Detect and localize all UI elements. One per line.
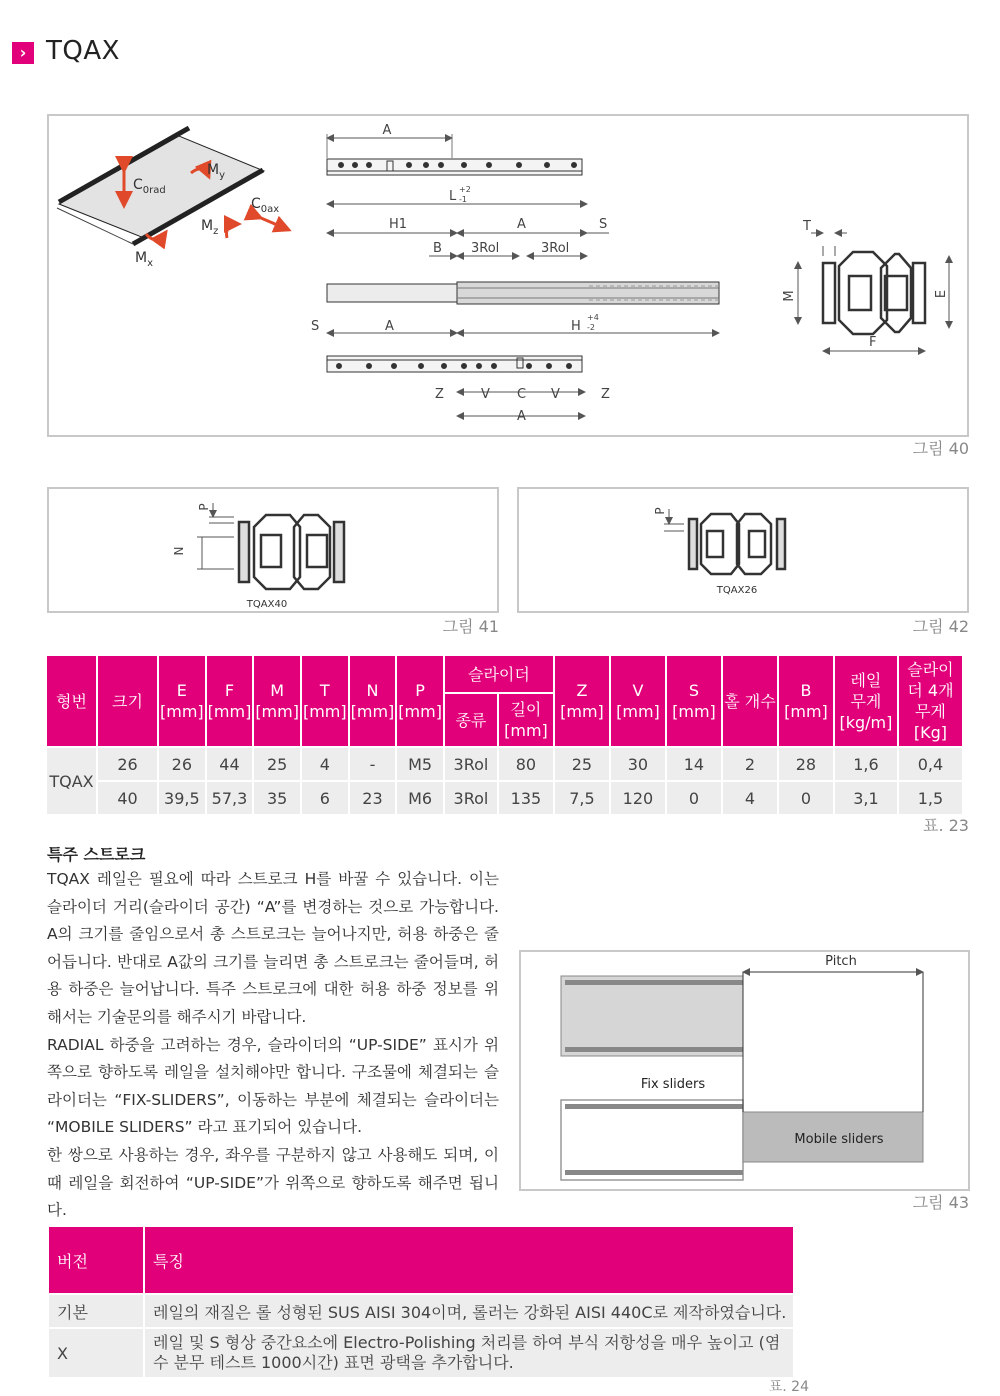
col-rail-weight: 레일 무게 [kg/m]: [835, 656, 897, 746]
col-e: E [mm]: [159, 656, 205, 746]
svg-text:A: A: [385, 319, 394, 334]
svg-text:L: L: [449, 189, 457, 204]
svg-text:Z: Z: [435, 387, 444, 402]
table-cell: 40: [98, 782, 157, 814]
version-header-row: [49, 1227, 793, 1293]
bottom-slider-drawing: [327, 356, 582, 372]
figure-42-drawing: [519, 489, 967, 611]
rail-perspective-sketch: [57, 128, 289, 244]
svg-text:B: B: [433, 241, 442, 256]
col-size: 크기: [98, 656, 157, 746]
figure-40-drawing: [49, 116, 967, 435]
spec-table: [45, 654, 964, 816]
table-row: [47, 782, 962, 814]
table-cell: 4: [302, 748, 348, 780]
table-cell: 4: [723, 782, 777, 814]
figure-42: [517, 487, 969, 613]
col-m: M [mm]: [254, 656, 300, 746]
special-stroke-text: [47, 866, 499, 1225]
svg-text:3Rol: 3Rol: [471, 241, 500, 256]
svg-text:TQAX40: TQAX40: [246, 599, 288, 610]
table-cell: 1,5: [899, 782, 962, 814]
tqax40-section: [239, 515, 344, 589]
table-cell: 7,5: [555, 782, 609, 814]
svg-text:C: C: [517, 387, 527, 402]
table-cell: 0: [667, 782, 721, 814]
feature-cell: 레일 및 S 형상 중간요소에 Electro-Polishing 처리를 하여 부식 저항성을 매우 높이고 (염수 분무 테스트 1000시간) 표면 광택을 추가합니다.: [145, 1329, 793, 1377]
col-version: 버전: [49, 1227, 143, 1293]
col-p: P [mm]: [397, 656, 443, 746]
table-cell: 28: [779, 748, 833, 780]
table-cell: 6: [302, 782, 348, 814]
svg-text:3Rol: 3Rol: [541, 241, 570, 256]
mobile-sliders-label: Mobile sliders: [794, 1132, 884, 1147]
svg-text:T: T: [803, 219, 811, 234]
col-slider-weight: 슬라이 더 4개 무게 [Kg]: [899, 656, 962, 746]
col-f: F [mm]: [207, 656, 253, 746]
col-slider-length: 길이 [mm]: [499, 694, 553, 746]
figure-42-caption: 그림 42: [912, 617, 969, 636]
version-table-wrapper: [47, 1225, 795, 1379]
spec-table-wrapper: [45, 654, 964, 816]
title-chevron-icon: ›: [12, 42, 34, 64]
table-24-caption: 표. 24: [768, 1379, 809, 1395]
col-model: 형번: [47, 656, 96, 746]
paragraph: RADIAL 하중을 고려하는 경우, 슬라이더의 “UP-SIDE” 표시가 위쪽으로 향하도록 레일을 설치해야만 합니다. 구조물에 체결되는 슬라이더는 “FIX-SLIDERS”, 이동하는 부분에 체결되는 슬라이더는 “MOBILE SLIDERS” 라고 표기되어 있습니다.: [47, 1035, 499, 1137]
table-cell: 3Rol: [445, 748, 497, 780]
svg-text:A: A: [517, 217, 526, 232]
svg-text:V: V: [551, 387, 560, 402]
table-row: [49, 1295, 793, 1327]
table-cell: 25: [555, 748, 609, 780]
svg-text:Z: Z: [601, 387, 610, 402]
svg-text:+2: +2: [459, 185, 471, 194]
svg-text:P: P: [197, 503, 211, 511]
col-slider: 슬라이더: [445, 656, 553, 692]
svg-text:+4: +4: [587, 313, 599, 322]
page-title: TQAX: [46, 36, 120, 66]
top-slider-drawing: [327, 159, 582, 175]
table-cell: 25: [254, 748, 300, 780]
table-cell: 80: [499, 748, 553, 780]
table-cell: M5: [397, 748, 443, 780]
table-cell: 1,6: [835, 748, 897, 780]
svg-text:TQAX26: TQAX26: [716, 585, 758, 596]
col-feature: 특징: [145, 1227, 793, 1293]
svg-text:H1: H1: [389, 217, 408, 232]
pitch-label: Pitch: [825, 954, 857, 969]
svg-text:A: A: [382, 123, 392, 138]
mz-label: $M_z$: [201, 218, 219, 237]
table-cell: 0,4: [899, 748, 962, 780]
figure-43: [519, 950, 970, 1191]
model-cell: TQAX: [47, 748, 96, 814]
table-cell: 35: [254, 782, 300, 814]
figure-40-caption: 그림 40: [912, 439, 969, 458]
table-cell: 30: [611, 748, 665, 780]
col-holes: 홀 개수: [723, 656, 777, 746]
svg-text:P: P: [653, 507, 667, 515]
tqax26-section: [689, 514, 785, 574]
table-cell: 26: [159, 748, 205, 780]
table-cell: M6: [397, 782, 443, 814]
paragraph: TQAX 레일은 필요에 따라 스트로크 H를 바꿀 수 있습니다. 이는 슬라이더 거리(슬라이더 공간) “A”를 변경하는 것으로 가능합니다. A의 크기를 줄임으로서 총 스트로크는 늘어나지만, 허용 하중은 줄어듭니다. 반대로 A값의 크기를 늘리면 총 스트로크는 줄어들며, 허용 하중은 늘어납니다. 특주 스트로크에 대한 허용 하중 정보를 위해서는 기술문의를 해주시기 바랍니다.: [47, 870, 499, 1026]
table-cell: 44: [207, 748, 253, 780]
table-cell: 0: [779, 782, 833, 814]
c0ax-label: $C_{0ax}$: [251, 196, 280, 215]
col-t: T [mm]: [302, 656, 348, 746]
table-cell: 3Rol: [445, 782, 497, 814]
svg-text:E: E: [934, 289, 949, 299]
table-cell: 2: [723, 748, 777, 780]
table-cell: 23: [350, 782, 396, 814]
special-stroke-heading: 특주 스트로크: [47, 845, 146, 864]
figure-40: [47, 114, 969, 437]
fix-sliders-label: Fix sliders: [640, 1077, 706, 1092]
rail-side-drawing: [327, 282, 719, 304]
table-cell: 3,1: [835, 782, 897, 814]
col-n: N [mm]: [350, 656, 396, 746]
table-cell: -: [350, 748, 396, 780]
svg-text:-1: -1: [459, 195, 467, 204]
table-cell: 26: [98, 748, 157, 780]
table-cell: 14: [667, 748, 721, 780]
version-cell: X: [49, 1329, 143, 1377]
table-cell: 57,3: [207, 782, 253, 814]
table-row: [49, 1329, 793, 1377]
table-23-caption: 표. 23: [923, 816, 969, 835]
svg-text:-2: -2: [587, 323, 595, 332]
c0rad-label: $C_{0rad}$: [133, 177, 166, 196]
version-table: [47, 1225, 795, 1379]
table-row: [47, 748, 962, 780]
svg-text:A: A: [517, 409, 526, 424]
col-slider-type: 종류: [445, 694, 497, 746]
svg-text:N: N: [172, 546, 186, 556]
table-cell: 39,5: [159, 782, 205, 814]
paragraph: 한 쌍으로 사용하는 경우, 좌우를 구분하지 않고 사용해도 되며, 이 때 레일을 회전하여 “UP-SIDE”가 위쪽으로 향하도록 해주면 됩니다.: [47, 1145, 499, 1220]
table-cell: 135: [499, 782, 553, 814]
mx-label: $M_x$: [135, 250, 154, 269]
col-s: S [mm]: [667, 656, 721, 746]
svg-text:H: H: [571, 319, 581, 334]
my-label: $M_y$: [207, 162, 226, 181]
svg-text:V: V: [481, 387, 490, 402]
figure-41-drawing: [49, 489, 497, 611]
rail-cross-section: [823, 252, 925, 334]
figure-41: [47, 487, 499, 613]
col-z: Z [mm]: [555, 656, 609, 746]
figure-43-drawing: [521, 952, 968, 1189]
svg-text:F: F: [869, 335, 877, 350]
table-cell: 120: [611, 782, 665, 814]
feature-cell: 레일의 재질은 롤 성형된 SUS AISI 304이며, 롤러는 강화된 AISI 440C로 제작하였습니다.: [145, 1295, 793, 1327]
svg-text:S: S: [311, 319, 320, 334]
version-cell: 기본: [49, 1295, 143, 1327]
spec-header-row-1: [47, 656, 962, 692]
svg-text:M: M: [782, 290, 797, 302]
col-b: B [mm]: [779, 656, 833, 746]
figure-43-caption: 그림 43: [912, 1193, 969, 1212]
figure-41-caption: 그림 41: [442, 617, 499, 636]
col-v: V [mm]: [611, 656, 665, 746]
svg-text:S: S: [599, 217, 608, 232]
